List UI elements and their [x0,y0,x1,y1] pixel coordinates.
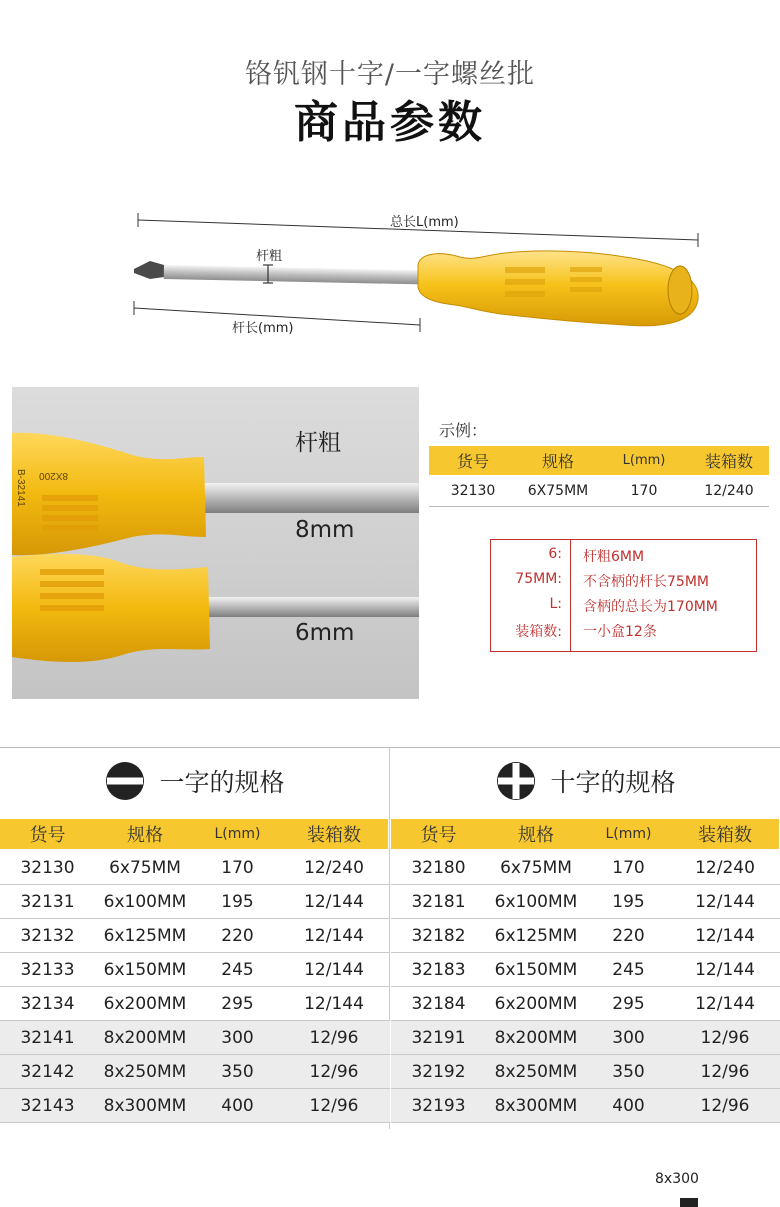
example-length: 170 [630,482,658,499]
cell-packing: 12/96 [309,1095,359,1116]
product-subtitle: 铬钒钢十字/一字螺丝批 [244,59,536,90]
cell-packing: 12/144 [304,959,364,980]
cell-sku: 32180 [411,857,466,878]
legend-key: L: [549,596,562,612]
phillips-spec-title [391,761,780,801]
cell-length: 295 [221,993,254,1014]
cell-packing: 12/240 [304,857,364,878]
legend-value: 杆粗6MM [583,549,645,565]
slotted-spec-title [0,761,390,801]
page-title: 商品参数 [294,97,486,148]
screwdriver-diagram [120,195,720,345]
table-row [391,1055,780,1089]
col-packing: 装箱数 [307,825,361,846]
example-col-sku: 货号 [456,452,489,471]
example-packing: 12/240 [704,482,754,499]
example-table-header [429,446,769,475]
col-length: L(mm) [214,826,261,842]
legend-row [491,596,758,620]
legend-value: 一小盒12条 [583,624,657,640]
legend-key: 75MM: [515,571,562,587]
slotted-table-body [0,851,390,1123]
cell-length: 220 [612,925,645,946]
cell-packing: 12/96 [700,1095,750,1116]
table-row [391,953,780,987]
cell-packing: 12/96 [700,1027,750,1048]
photo-rod-thickness-label: 杆粗 [295,430,341,456]
cell-spec: 6x200MM [494,993,578,1014]
table-row [0,1055,390,1089]
example-spec: 6X75MM [527,482,589,499]
example-table [429,446,769,507]
cell-length: 220 [221,925,254,946]
cell-packing: 12/144 [695,993,755,1014]
footer-size-label: 8x300 [655,1171,699,1187]
cell-spec: 8x250MM [494,1061,578,1082]
cell-packing: 12/144 [304,925,364,946]
cell-packing: 12/96 [309,1027,359,1048]
cell-packing: 12/144 [304,891,364,912]
table-row [391,851,780,885]
cell-sku: 32182 [411,925,466,946]
legend-row [491,571,758,595]
rod-thickness-photo [12,387,419,699]
col-spec: 规格 [518,825,554,846]
cell-spec: 6x125MM [103,925,187,946]
phillips-title-text: 十字的规格 [550,768,676,797]
cell-spec: 6x125MM [494,925,578,946]
slotted-title-text: 一字的规格 [159,768,285,797]
phillips-table-header [391,819,779,849]
cell-sku: 32130 [20,857,75,878]
table-row [0,885,390,919]
cell-spec: 6x100MM [494,891,578,912]
example-col-packing: 装箱数 [704,452,753,471]
cell-length: 400 [612,1095,645,1116]
table-row [391,1021,780,1055]
total-length-label: 总长L(mm) [390,215,459,230]
legend-value: 含柄的总长为170MM [583,599,718,615]
table-row [0,1089,390,1123]
table-row [391,885,780,919]
cell-sku: 32183 [411,959,466,980]
cell-length: 350 [612,1061,645,1082]
handle-print-2: 8X200 [39,470,68,481]
cell-length: 300 [221,1027,254,1048]
cell-spec: 8x250MM [103,1061,187,1082]
legend-value: 不含柄的杆长75MM [583,574,709,590]
screwdriver-closeup-drawing [12,387,419,699]
col-packing: 装箱数 [698,825,752,846]
phillips-table-body [391,851,780,1123]
footer-product-fragment [680,1198,698,1207]
rod-thickness-label: 杆粗 [256,249,283,264]
cell-spec: 8x300MM [494,1095,578,1116]
cell-sku: 32133 [20,959,75,980]
cell-length: 400 [221,1095,254,1116]
example-label: 示例： [439,421,488,440]
table-row [391,1089,780,1123]
col-spec: 规格 [127,825,163,846]
cell-spec: 6x200MM [103,993,187,1014]
cell-sku: 32132 [20,925,75,946]
cell-length: 170 [221,857,254,878]
cell-packing: 12/144 [304,993,364,1014]
cell-length: 195 [221,891,254,912]
spec-explanation-box [490,539,757,652]
cell-spec: 6x100MM [103,891,187,912]
table-row [0,1021,390,1055]
cell-length: 300 [612,1027,645,1048]
legend-key: 6: [548,546,562,562]
table-row [0,851,390,885]
cell-packing: 12/144 [695,925,755,946]
col-length: L(mm) [605,826,652,842]
example-sku: 32130 [450,482,496,499]
cell-length: 350 [221,1061,254,1082]
cell-sku: 32193 [411,1095,466,1116]
col-sku: 货号 [420,825,457,846]
cell-length: 245 [612,959,645,980]
phillips-screw-icon [496,761,536,801]
cell-packing: 12/144 [695,959,755,980]
example-col-length: L(mm) [622,453,666,468]
cell-packing: 12/144 [695,891,755,912]
table-row [0,987,390,1021]
table-row [391,987,780,1021]
cell-length: 295 [612,993,645,1014]
cell-spec: 8x300MM [103,1095,187,1116]
cell-packing: 12/96 [309,1061,359,1082]
cell-spec: 6x75MM [109,857,181,878]
table-row [0,919,390,953]
cell-sku: 32141 [20,1027,75,1048]
slotted-screw-icon [105,761,145,801]
handle-print-1: B-32141 [15,469,26,507]
cell-length: 245 [221,959,254,980]
photo-size-6mm: 6mm [295,620,355,646]
cell-sku: 32191 [411,1027,466,1048]
cell-spec: 6x150MM [103,959,187,980]
cell-sku: 32192 [411,1061,466,1082]
cell-sku: 32184 [411,993,466,1014]
cell-length: 170 [612,857,645,878]
cell-spec: 8x200MM [103,1027,187,1048]
cell-length: 195 [612,891,645,912]
cell-packing: 12/96 [700,1061,750,1082]
cell-spec: 8x200MM [494,1027,578,1048]
cell-sku: 32131 [20,891,75,912]
spec-section-divider [0,747,780,748]
cell-packing: 12/240 [695,857,755,878]
cell-spec: 6x75MM [500,857,572,878]
cell-sku: 32143 [20,1095,75,1116]
cell-sku: 32134 [20,993,75,1014]
legend-row [491,621,758,645]
legend-row [491,546,758,570]
col-sku: 货号 [29,825,66,846]
legend-key: 装箱数: [515,624,562,640]
slotted-table-header [0,819,388,849]
cell-spec: 6x150MM [494,959,578,980]
cell-sku: 32142 [20,1061,75,1082]
rod-length-label: 杆长(mm) [232,321,294,336]
example-table-row [429,475,769,507]
table-row [0,953,390,987]
cell-sku: 32181 [411,891,466,912]
photo-size-8mm: 8mm [295,517,355,543]
example-col-spec: 规格 [541,452,574,471]
table-row [391,919,780,953]
